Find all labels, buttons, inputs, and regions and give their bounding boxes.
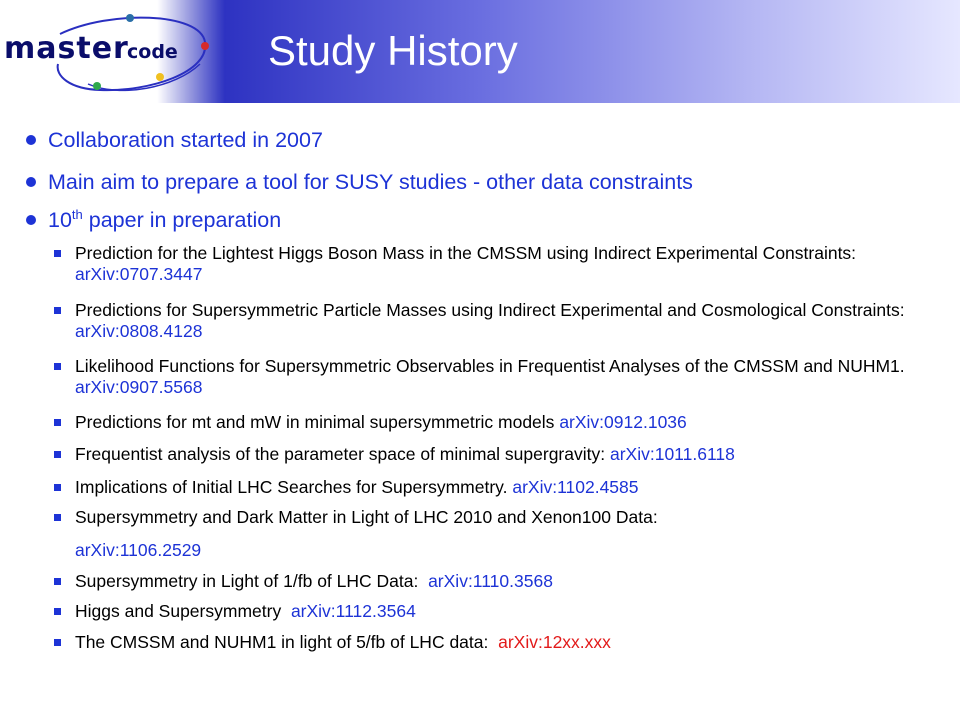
paper-title: The CMSSM and NUHM1 in light of 5/fb of LHC data: [75, 632, 489, 652]
paper-title: Prediction for the Lightest Higgs Boson Mass in the CMSSM using Indirect Experimental Constraints: [75, 243, 857, 263]
arxiv-link[interactable]: arXiv:1011.6118 [609, 444, 735, 464]
bullet-square-icon [54, 514, 61, 521]
paper-item [75, 412, 945, 433]
paper-item [75, 507, 945, 528]
paper-title: Likelihood Functions for Supersymmetric Observables in Frequentist Analyses of the CMSSM and NUHM1. [75, 356, 905, 376]
bullet-square-icon [54, 419, 61, 426]
arxiv-link[interactable]: arXiv:0907.5568 [75, 377, 203, 397]
bullet-square-icon [54, 451, 61, 458]
arxiv-link[interactable]: arXiv:0912.1036 [559, 412, 687, 432]
svg-text:code: code [127, 41, 178, 63]
paper-title: Supersymmetry and Dark Matter in Light of LHC 2010 and Xenon100 Data: [75, 507, 658, 527]
paper-item [75, 477, 945, 498]
paper-item [75, 300, 945, 342]
bullet-square-icon [54, 250, 61, 257]
arxiv-link[interactable]: arXiv:1102.4585 [512, 477, 639, 497]
svg-text:master: master [4, 31, 129, 66]
arxiv-link[interactable]: arXiv:1112.3564 [290, 601, 416, 621]
paper-title: Higgs and Supersymmetry [75, 601, 282, 621]
bullet-square-icon [54, 363, 61, 370]
bullet-square-icon [54, 608, 61, 615]
bullet-text: Main aim to prepare a tool for SUSY studies - other data constraints [48, 170, 693, 194]
paper-item [75, 243, 945, 285]
paper-item [75, 444, 945, 465]
arxiv-link[interactable]: arXiv:0808.4128 [75, 321, 203, 341]
bullet-main-aim [48, 169, 693, 195]
arxiv-link[interactable]: arXiv:0707.3447 [75, 264, 203, 284]
bullet-dot-icon [26, 177, 36, 187]
paper-title: Supersymmetry in Light of 1/fb of LHC Data: [75, 571, 419, 591]
paper-title: Frequentist analysis of the parameter space of minimal supergravity: [75, 444, 606, 464]
bullet-text-sup: th [71, 207, 83, 222]
bullet-text-suffix: paper in preparation [82, 208, 282, 232]
paper-title: Predictions for mt and mW in minimal supersymmetric models [75, 412, 555, 432]
paper-arxiv-line [75, 540, 945, 561]
bullet-dot-icon [26, 135, 36, 145]
paper-item [75, 601, 945, 622]
bullet-collaboration [48, 127, 323, 153]
arxiv-link-pending[interactable]: arXiv:12xx.xxx [498, 632, 611, 652]
bullet-square-icon [54, 639, 61, 646]
paper-item [75, 571, 945, 592]
bullet-square-icon [54, 484, 61, 491]
arxiv-link[interactable]: arXiv:1106.2529 [75, 540, 202, 560]
bullet-tenth-paper [48, 207, 281, 233]
paper-title: Predictions for Supersymmetric Particle Masses using Indirect Experimental and Cosmological Constraints: [75, 300, 905, 320]
arxiv-link[interactable]: arXiv:1110.3568 [428, 571, 553, 591]
bullet-text: Collaboration started in 2007 [48, 128, 323, 152]
bullet-text-prefix: 10 [48, 208, 72, 232]
bullet-square-icon [54, 307, 61, 314]
paper-title: Implications of Initial LHC Searches for Supersymmetry. [75, 477, 508, 497]
paper-item [75, 356, 945, 398]
paper-item [75, 632, 945, 653]
page-title: Study History [268, 27, 518, 74]
bullet-dot-icon [26, 215, 36, 225]
bullet-square-icon [54, 578, 61, 585]
